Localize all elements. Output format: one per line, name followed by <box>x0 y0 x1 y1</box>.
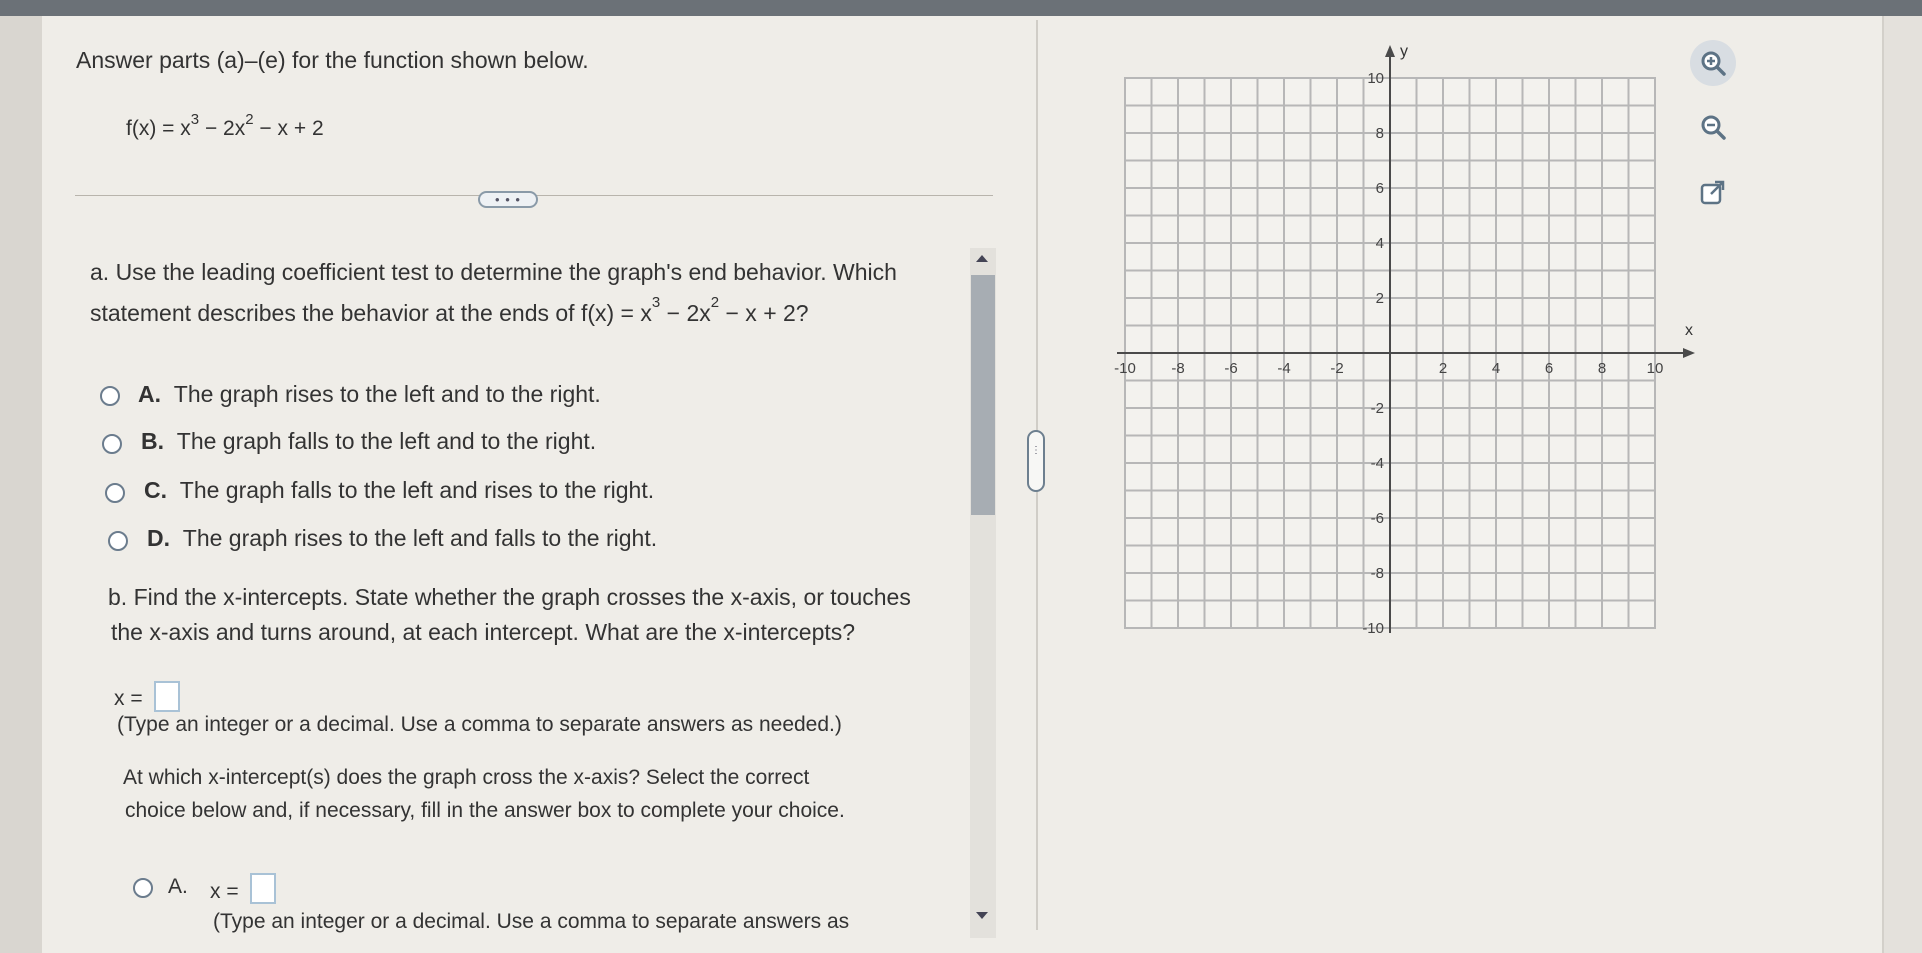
x-tick-label: -8 <box>1171 360 1185 377</box>
x-tick-label: -10 <box>1114 360 1136 377</box>
option-c-radio[interactable] <box>105 483 125 503</box>
scroll-down-icon[interactable] <box>976 912 988 919</box>
option-c[interactable]: C. The graph falls to the left and rises to the right. <box>144 477 655 503</box>
part-b-question-line2: the x-axis and turns around, at each intercept. What are the x-intercepts? <box>111 619 856 645</box>
graph-canvas <box>1114 40 1693 640</box>
scroll-up-icon[interactable] <box>976 255 988 262</box>
instruction-text: Answer parts (a)–(e) for the function shown below. <box>76 47 589 73</box>
y-tick-label: -10 <box>1362 620 1384 637</box>
y-tick-label: 8 <box>1375 125 1384 142</box>
y-tick-label: -8 <box>1370 565 1384 582</box>
cross-choice-a-input[interactable] <box>250 873 276 904</box>
cross-choice-a-label: x = <box>210 880 239 903</box>
y-tick-label: 6 <box>1375 180 1384 197</box>
cross-choice-a-hint: (Type an integer or a decimal. Use a comma to separate answers as <box>213 910 850 933</box>
cross-question-line2: choice below and, if necessary, fill in the answer box to complete your choice. <box>125 799 845 822</box>
part-a-question-line1: a. Use the leading coefficient test to determine the graph's end behavior. Which <box>90 259 897 285</box>
option-a-radio[interactable] <box>100 386 120 406</box>
zoom-in-icon <box>1699 49 1727 77</box>
option-d-radio[interactable] <box>108 531 128 551</box>
more-button[interactable]: • • • <box>478 191 538 208</box>
zoom-in-button[interactable] <box>1690 40 1736 86</box>
x-intercepts-hint: (Type an integer or a decimal. Use a comma to separate answers as needed.) <box>117 713 842 736</box>
part-b-question-line1: b. Find the x-intercepts. State whether the graph crosses the x-axis, or touches <box>108 584 911 610</box>
x-intercepts-input[interactable] <box>154 681 180 712</box>
external-link-icon <box>1699 179 1727 207</box>
part-a-question-line2: statement describes the behavior at the ends of $f(x) = x^3 - 2x^2 - x + 2$? <box>90 294 809 326</box>
left-margin <box>0 16 42 953</box>
option-d[interactable]: D. The graph rises to the left and falls to the right. <box>147 525 658 551</box>
x-axis-label: x <box>1685 322 1693 339</box>
option-a[interactable]: A. The graph rises to the left and to the right. <box>138 381 601 407</box>
option-b-radio[interactable] <box>102 434 122 454</box>
top-bar <box>0 0 1922 16</box>
x-tick-label: 10 <box>1646 360 1664 377</box>
scrollbar-thumb[interactable] <box>971 275 995 515</box>
x-tick-label: 4 <box>1491 360 1501 377</box>
popout-button[interactable] <box>1690 170 1736 216</box>
pane-resize-handle[interactable]: ⋮ <box>1027 430 1045 492</box>
coordinate-graph <box>1114 40 1693 645</box>
y-tick-label: 4 <box>1375 235 1384 252</box>
zoom-out-icon <box>1699 113 1727 141</box>
function-expression: $f(x) = x^3 - 2x^2 - x + 2$ <box>126 111 324 140</box>
zoom-out-button[interactable] <box>1690 104 1736 150</box>
x-tick-label: 2 <box>1438 360 1448 377</box>
y-tick-label: 2 <box>1375 290 1384 307</box>
x-tick-label: 6 <box>1544 360 1554 377</box>
y-axis-arrow <box>1385 45 1395 57</box>
cross-choice-a-radio[interactable] <box>133 878 153 898</box>
y-tick-label: -4 <box>1370 455 1384 472</box>
y-tick-label: 10 <box>1367 70 1384 87</box>
x-tick-label: -6 <box>1224 360 1238 377</box>
x-tick-label: -2 <box>1330 360 1344 377</box>
cross-choice-a-letter: A. <box>168 875 188 898</box>
x-intercepts-label: x = <box>114 687 143 710</box>
cross-question-line1: At which x-intercept(s) does the graph cross the x-axis? Select the correct <box>123 766 810 789</box>
x-tick-label: -4 <box>1277 360 1291 377</box>
right-border <box>1882 16 1884 953</box>
y-axis-label: y <box>1400 43 1408 60</box>
y-tick-label: -2 <box>1370 400 1384 417</box>
y-tick-label: -6 <box>1370 510 1384 527</box>
option-b[interactable]: B. The graph falls to the left and to the right. <box>141 428 597 454</box>
x-tick-label: 8 <box>1597 360 1607 377</box>
